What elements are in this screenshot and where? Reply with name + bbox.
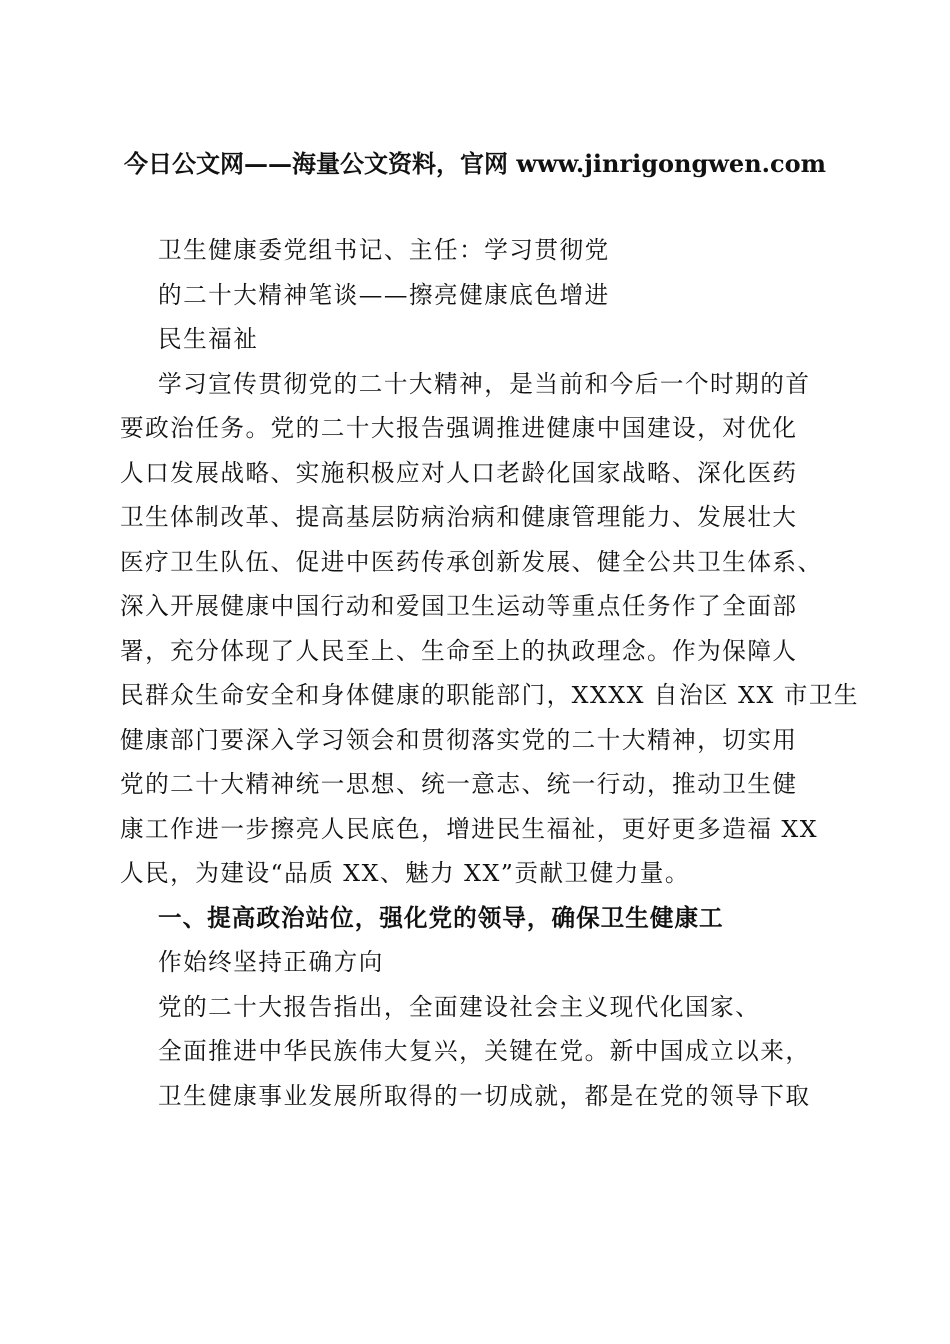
paragraph-line: 党的二十大精神统一思想、统一意志、统一行动，推动卫生健 [120, 770, 798, 798]
title-line: 卫生健康委党组书记、主任：学习贯彻党 [158, 236, 610, 264]
paragraph-line: 全面推进中华民族伟大复兴，关键在党。新中国成立以来， [158, 1037, 811, 1065]
title-line: 的二十大精神笔谈——擦亮健康底色增进 [158, 280, 610, 309]
section-heading: 一、提高政治站位，强化党的领导，确保卫生健康工 [158, 903, 724, 932]
paragraph-line: 党的二十大报告指出，全面建设社会主义现代化国家、 [158, 992, 761, 1021]
paragraph-line: 卫生健康事业发展所取得的一切成就，都是在党的领导下取 [158, 1081, 811, 1110]
paragraph-line: 人口发展战略、实施积极应对人口老龄化国家战略、深化医药 [120, 458, 798, 487]
title-line: 民生福祉 [158, 325, 259, 353]
paragraph-line: 医疗卫生队伍、促进中医药传承创新发展、健全公共卫生体系、 [120, 547, 823, 576]
paragraph-line: 民群众生命安全和身体健康的职能部门，XXXX 自治区 XX 市卫生 [120, 681, 860, 709]
site-header: 今日公文网——海量公文资料，官网 www.jinrigongwen.com [123, 149, 827, 178]
paragraph-line: 学习宣传贯彻党的二十大精神，是当前和今后一个时期的首 [158, 369, 811, 398]
paragraph-line: 卫生体制改革、提高基层防病治病和健康管理能力、发展壮大 [120, 503, 798, 531]
paragraph-line: 健康部门要深入学习领会和贯彻落实党的二十大精神，切实用 [120, 725, 798, 754]
paragraph-line: 深入开展健康中国行动和爱国卫生运动等重点任务作了全面部 [120, 592, 798, 620]
paragraph-line: 署，充分体现了人民至上、生命至上的执政理念。作为保障人 [120, 636, 798, 665]
paragraph-line: 康工作进一步擦亮人民底色，增进民生福祉，更好更多造福 XX [120, 814, 819, 843]
paragraph-line: 要政治任务。党的二十大报告强调推进健康中国建设，对优化 [120, 414, 798, 442]
document-body [120, 228, 860, 1118]
paragraph-line: 人民，为建设“品质 XX、魅力 XX”贡献卫健力量。 [120, 859, 690, 887]
section-heading-continuation: 作始终坚持正确方向 [158, 948, 384, 976]
